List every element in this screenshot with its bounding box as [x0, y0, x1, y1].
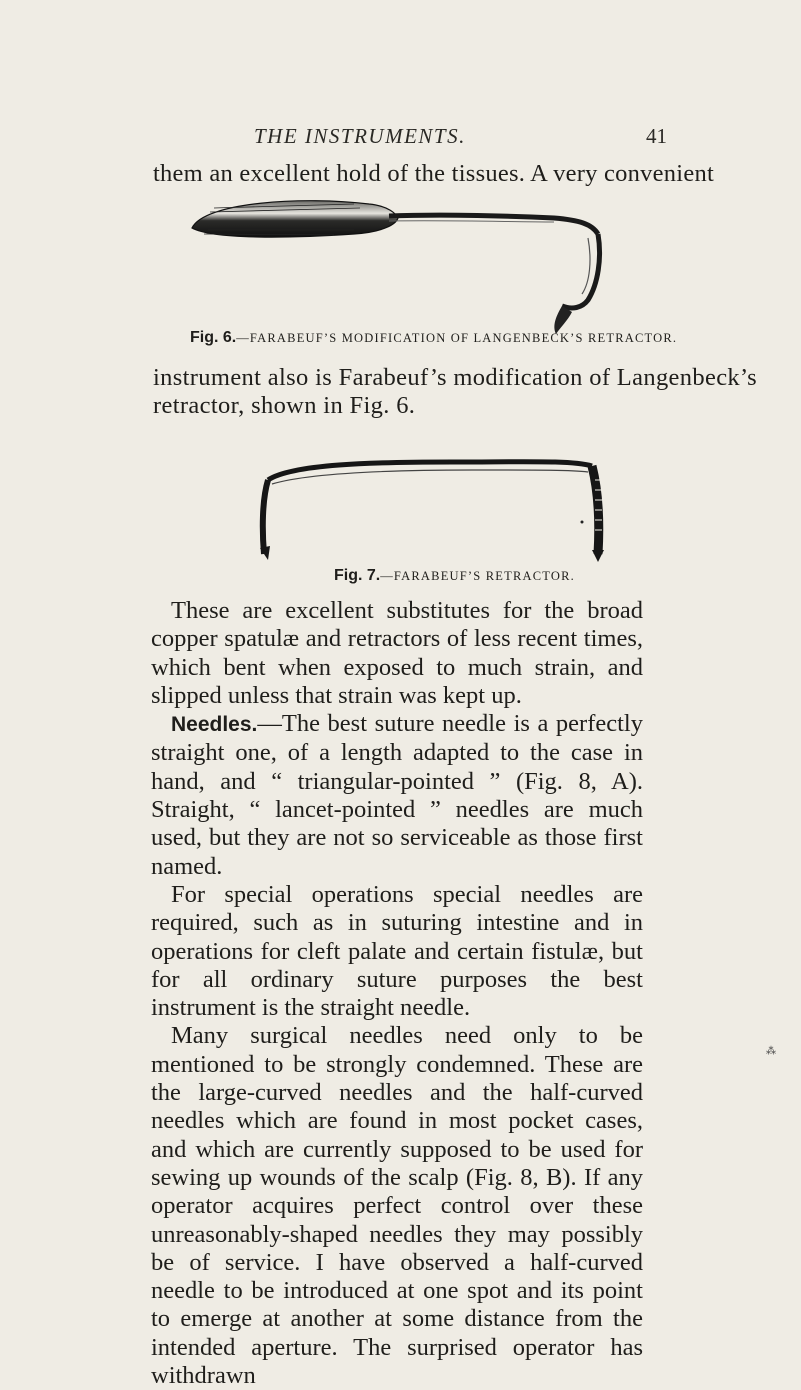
after-fig6-line2: retractor, shown in Fig. 6. [153, 392, 416, 419]
figure-7-caption [334, 567, 575, 585]
paragraph-substitutes: These are excellent substitutes for the broad copper spatulæ and retractors of less recent times, which bent when exposed to much strain, and slipped unless that strain was kept up. [151, 597, 643, 709]
figure-6-illustration [184, 188, 604, 336]
figure-7-illustration [252, 450, 612, 562]
figure-7-description: —FARABEUF’S RETRACTOR. [380, 569, 575, 583]
paragraph-special-needles: For special operations special needles are required, such as in suturing intestine and in operations for cleft palate and certain fistulæ, but for all ordinary suture purposes the best instrument is the straight needle. [151, 880, 643, 1022]
margin-mark: ⁂ [766, 1046, 776, 1057]
figure-6-description: —FARABEUF’S MODIFICATION OF LANGENBECK’S RETRACTOR. [236, 331, 678, 345]
paragraph-surgical-needles: Many surgical needles need only to be mentioned to be strongly condemned. These are the large-curved needles and the half-curved needles which are found in most pocket cases, and which are currently supposed to be used for sewing up wounds of the scalp (Fig. 8, B). If any operator acquires perfect control over these unreasonably-shaped needles they may possibly be of service. I have observed a half-curved needle to be introduced at one spot and its point to emerge at another at some distance from the intended aperture. The surprised operator has withdrawn [151, 1022, 643, 1390]
body-text [151, 597, 643, 1390]
page-number: 41 [646, 124, 667, 148]
needles-text: —The best suture needle is a perfectly straight one, of a length adapted to the case in hand, and “ triangular-pointed ” (Fig. 8, A). Straight, “ lancet-pointed ” needles are much used, but they are not so serviceable as those first named. [151, 710, 643, 880]
figure-6-caption [190, 329, 677, 347]
figure-7-label: Fig. 7. [334, 567, 381, 584]
figure-6-label: Fig. 6. [190, 329, 237, 346]
running-title: THE INSTRUMENTS. [254, 124, 466, 148]
needles-run-in-heading: Needles. [171, 713, 258, 737]
intro-line: them an excellent hold of the tissues. A very convenient [153, 160, 715, 187]
running-head [0, 124, 801, 150]
after-fig6-line1: instrument also is Farabeuf’s modification of Langenbeck’s [153, 364, 758, 391]
paragraph-needles [151, 710, 643, 881]
